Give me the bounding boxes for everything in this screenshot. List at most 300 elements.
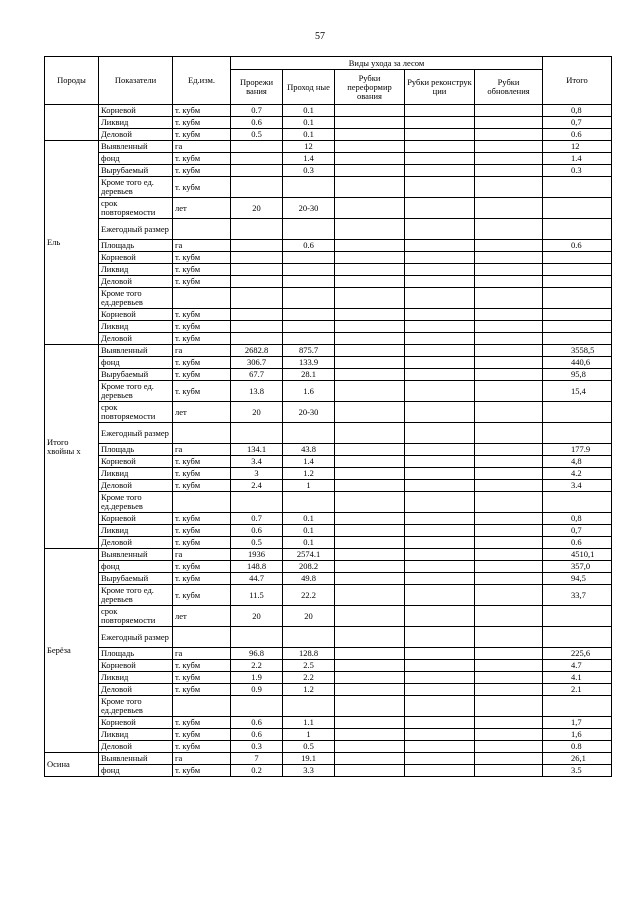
value-cell (335, 525, 405, 537)
value-cell (405, 537, 475, 549)
indicator-cell: Ликвид (99, 729, 173, 741)
table-row (45, 696, 612, 717)
value-cell (405, 402, 475, 423)
unit-cell: т. кубм (173, 741, 231, 753)
unit-cell: т. кубм (173, 264, 231, 276)
value-cell (335, 537, 405, 549)
value-cell (231, 177, 283, 198)
total-cell: 0.6 (543, 537, 612, 549)
unit-cell: т. кубм (173, 369, 231, 381)
value-cell (405, 648, 475, 660)
value-cell (405, 357, 475, 369)
unit-cell (173, 219, 231, 240)
value-cell (475, 177, 543, 198)
table-row (45, 573, 612, 585)
unit-cell: т. кубм (173, 573, 231, 585)
total-cell (543, 252, 612, 264)
total-cell: 3558,5 (543, 345, 612, 357)
total-cell: 0.8 (543, 741, 612, 753)
value-cell (335, 573, 405, 585)
indicator-cell: Выявленный (99, 141, 173, 153)
value-cell: 3 (231, 468, 283, 480)
value-cell: 1.2 (283, 684, 335, 696)
value-cell: 0.1 (283, 525, 335, 537)
value-cell (475, 573, 543, 585)
table-row (45, 117, 612, 129)
header-breed: Породы (45, 57, 99, 105)
total-cell: 0.6 (543, 240, 612, 252)
header-total: Итого (543, 57, 612, 105)
breed-cell (45, 105, 99, 141)
value-cell (335, 765, 405, 777)
value-cell: 875.7 (283, 345, 335, 357)
value-cell: 3.4 (231, 456, 283, 468)
table-row (45, 468, 612, 480)
total-cell: 4.2 (543, 468, 612, 480)
value-cell (335, 672, 405, 684)
value-cell (475, 105, 543, 117)
table-row (45, 240, 612, 252)
value-cell: 20-30 (283, 402, 335, 423)
value-cell (475, 321, 543, 333)
total-cell (543, 219, 612, 240)
value-cell (405, 153, 475, 165)
table-row (45, 549, 612, 561)
unit-cell: т. кубм (173, 177, 231, 198)
value-cell (335, 105, 405, 117)
value-cell: 0.1 (283, 117, 335, 129)
total-cell: 0.3 (543, 165, 612, 177)
value-cell (335, 468, 405, 480)
value-cell (475, 684, 543, 696)
indicator-cell: срок повторяемости (99, 402, 173, 423)
value-cell (231, 252, 283, 264)
value-cell: 2.4 (231, 480, 283, 492)
table-row (45, 264, 612, 276)
value-cell: 44.7 (231, 573, 283, 585)
value-cell: 1 (283, 480, 335, 492)
table-row (45, 129, 612, 141)
value-cell: 49.8 (283, 573, 335, 585)
unit-cell: т. кубм (173, 333, 231, 345)
value-cell (231, 423, 283, 444)
value-cell (405, 333, 475, 345)
table-row (45, 717, 612, 729)
indicator-cell: Деловой (99, 684, 173, 696)
value-cell: 0.2 (231, 765, 283, 777)
indicator-cell: Вырубаемый (99, 165, 173, 177)
unit-cell: т. кубм (173, 585, 231, 606)
indicator-cell: Корневой (99, 513, 173, 525)
total-cell: 4,8 (543, 456, 612, 468)
total-cell (543, 627, 612, 648)
indicator-cell: Деловой (99, 276, 173, 288)
table-row (45, 357, 612, 369)
value-cell (405, 672, 475, 684)
value-cell (231, 696, 283, 717)
value-cell: 1936 (231, 549, 283, 561)
table-row (45, 741, 612, 753)
header-sub-4: Рубки реконструк ции (405, 70, 475, 105)
unit-cell: лет (173, 402, 231, 423)
total-cell: 15,4 (543, 381, 612, 402)
value-cell (335, 321, 405, 333)
table-row (45, 165, 612, 177)
value-cell: 2.2 (231, 660, 283, 672)
value-cell (475, 492, 543, 513)
value-cell (283, 492, 335, 513)
unit-cell: га (173, 648, 231, 660)
table-row (45, 492, 612, 513)
breed-cell: Ель (45, 141, 99, 345)
indicator-cell: Ежегодный размер (99, 219, 173, 240)
value-cell (231, 627, 283, 648)
value-cell (405, 513, 475, 525)
value-cell (405, 240, 475, 252)
value-cell (283, 321, 335, 333)
total-cell: 0.6 (543, 129, 612, 141)
indicator-cell: Вырубаемый (99, 369, 173, 381)
header-sub-2: Проход ные (283, 70, 335, 105)
value-cell: 67.7 (231, 369, 283, 381)
value-cell: 28.1 (283, 369, 335, 381)
unit-cell (173, 423, 231, 444)
value-cell (475, 468, 543, 480)
table-row (45, 105, 612, 117)
value-cell (335, 492, 405, 513)
table-row (45, 537, 612, 549)
value-cell (405, 525, 475, 537)
value-cell (335, 423, 405, 444)
value-cell: 20 (283, 606, 335, 627)
value-cell: 0.6 (231, 717, 283, 729)
total-cell: 1.4 (543, 153, 612, 165)
unit-cell: т. кубм (173, 729, 231, 741)
value-cell (231, 333, 283, 345)
value-cell (231, 492, 283, 513)
table-row (45, 456, 612, 468)
indicator-cell: Деловой (99, 129, 173, 141)
table-row (45, 309, 612, 321)
value-cell (405, 381, 475, 402)
value-cell (335, 252, 405, 264)
table-row (45, 525, 612, 537)
table-row (45, 480, 612, 492)
value-cell (231, 141, 283, 153)
total-cell: 0,7 (543, 117, 612, 129)
total-cell: 357,0 (543, 561, 612, 573)
value-cell (405, 492, 475, 513)
value-cell: 1.6 (283, 381, 335, 402)
total-cell: 12 (543, 141, 612, 153)
value-cell (335, 381, 405, 402)
value-cell (475, 153, 543, 165)
value-cell: 148.8 (231, 561, 283, 573)
total-cell: 4.1 (543, 672, 612, 684)
value-cell: 0.5 (231, 129, 283, 141)
unit-cell: т. кубм (173, 129, 231, 141)
value-cell (475, 369, 543, 381)
value-cell: 1.4 (283, 456, 335, 468)
indicator-cell: Корневой (99, 717, 173, 729)
table-row (45, 513, 612, 525)
unit-cell: га (173, 549, 231, 561)
indicator-cell: Ликвид (99, 525, 173, 537)
value-cell: 128.8 (283, 648, 335, 660)
value-cell: 0.5 (283, 741, 335, 753)
value-cell: 3.3 (283, 765, 335, 777)
indicator-cell: Деловой (99, 741, 173, 753)
total-cell: 1,7 (543, 717, 612, 729)
table-row (45, 321, 612, 333)
unit-cell: т. кубм (173, 321, 231, 333)
indicator-cell: срок повторяемости (99, 606, 173, 627)
value-cell: 2.5 (283, 660, 335, 672)
unit-cell: т. кубм (173, 165, 231, 177)
indicator-cell: Деловой (99, 333, 173, 345)
value-cell (335, 513, 405, 525)
unit-cell: т. кубм (173, 717, 231, 729)
total-cell (543, 333, 612, 345)
value-cell (405, 561, 475, 573)
total-cell: 177.9 (543, 444, 612, 456)
header-indicator: Показатели (99, 57, 173, 105)
value-cell: 0.5 (231, 537, 283, 549)
unit-cell: т. кубм (173, 117, 231, 129)
value-cell (335, 345, 405, 357)
indicator-cell: Деловой (99, 480, 173, 492)
unit-cell (173, 696, 231, 717)
value-cell: 1 (283, 729, 335, 741)
indicator-cell: Выявленный (99, 345, 173, 357)
total-cell: 94,5 (543, 573, 612, 585)
value-cell: 96.8 (231, 648, 283, 660)
value-cell: 0.7 (231, 513, 283, 525)
indicator-cell: Ликвид (99, 321, 173, 333)
value-cell (335, 369, 405, 381)
value-cell: 1.4 (283, 153, 335, 165)
value-cell (475, 753, 543, 765)
value-cell: 1.2 (283, 468, 335, 480)
value-cell (475, 129, 543, 141)
value-cell: 2.2 (283, 672, 335, 684)
indicator-cell: Корневой (99, 660, 173, 672)
value-cell (283, 696, 335, 717)
value-cell (335, 333, 405, 345)
value-cell (335, 717, 405, 729)
value-cell: 306.7 (231, 357, 283, 369)
indicator-cell: Кроме того ед. деревьев (99, 585, 173, 606)
indicator-cell: Вырубаемый (99, 573, 173, 585)
table-row (45, 252, 612, 264)
value-cell (335, 585, 405, 606)
unit-cell: т. кубм (173, 381, 231, 402)
value-cell (405, 573, 475, 585)
table-row (45, 765, 612, 777)
indicator-cell: Площадь (99, 648, 173, 660)
unit-cell: т. кубм (173, 513, 231, 525)
total-cell (543, 264, 612, 276)
value-cell (475, 537, 543, 549)
total-cell: 440,6 (543, 357, 612, 369)
indicator-cell: Ликвид (99, 672, 173, 684)
value-cell (475, 141, 543, 153)
value-cell: 0.9 (231, 684, 283, 696)
value-cell: 133.9 (283, 357, 335, 369)
header-sub-5: Рубки обновления (475, 70, 543, 105)
value-cell (405, 117, 475, 129)
value-cell: 2682.8 (231, 345, 283, 357)
table-row (45, 627, 612, 648)
value-cell: 0.6 (231, 117, 283, 129)
value-cell: 12 (283, 141, 335, 153)
indicator-cell: Выявленный (99, 549, 173, 561)
value-cell (335, 456, 405, 468)
table-row (45, 660, 612, 672)
value-cell (231, 153, 283, 165)
table-row (45, 333, 612, 345)
total-cell: 4510,1 (543, 549, 612, 561)
indicator-cell: Кроме того ед. деревьев (99, 381, 173, 402)
total-cell: 4.7 (543, 660, 612, 672)
value-cell (283, 309, 335, 321)
value-cell (335, 696, 405, 717)
unit-cell: т. кубм (173, 309, 231, 321)
value-cell (475, 117, 543, 129)
indicator-cell: Ликвид (99, 264, 173, 276)
unit-cell: га (173, 753, 231, 765)
value-cell: 20 (231, 606, 283, 627)
value-cell (335, 606, 405, 627)
value-cell (335, 309, 405, 321)
value-cell: 19.1 (283, 753, 335, 765)
value-cell (405, 729, 475, 741)
value-cell (405, 456, 475, 468)
total-cell: 0,8 (543, 105, 612, 117)
unit-cell: т. кубм (173, 276, 231, 288)
indicator-cell: Площадь (99, 240, 173, 252)
value-cell (405, 345, 475, 357)
indicator-cell: фонд (99, 561, 173, 573)
total-cell: 225,6 (543, 648, 612, 660)
table-row (45, 369, 612, 381)
value-cell (335, 648, 405, 660)
value-cell (335, 153, 405, 165)
table-row (45, 276, 612, 288)
unit-cell: т. кубм (173, 153, 231, 165)
value-cell: 7 (231, 753, 283, 765)
value-cell (475, 345, 543, 357)
table-row (45, 444, 612, 456)
table-row (45, 648, 612, 660)
value-cell (231, 264, 283, 276)
table-row (45, 402, 612, 423)
indicator-cell: Кроме того ед.деревьев (99, 696, 173, 717)
unit-cell: т. кубм (173, 672, 231, 684)
value-cell: 13.8 (231, 381, 283, 402)
total-cell (543, 696, 612, 717)
value-cell: 43.8 (283, 444, 335, 456)
unit-cell (173, 492, 231, 513)
value-cell (475, 309, 543, 321)
value-cell: 11.5 (231, 585, 283, 606)
indicator-cell: Деловой (99, 537, 173, 549)
value-cell (405, 165, 475, 177)
value-cell (405, 549, 475, 561)
page-number: 57 (315, 31, 325, 42)
value-cell (335, 444, 405, 456)
value-cell (475, 765, 543, 777)
value-cell (405, 660, 475, 672)
indicator-cell: Кроме того ед.деревьев (99, 288, 173, 309)
value-cell: 0.6 (231, 729, 283, 741)
value-cell (335, 165, 405, 177)
value-cell: 0.6 (231, 525, 283, 537)
unit-cell: га (173, 444, 231, 456)
unit-cell: га (173, 345, 231, 357)
total-cell: 2.1 (543, 684, 612, 696)
unit-cell: га (173, 141, 231, 153)
value-cell (475, 729, 543, 741)
value-cell (475, 627, 543, 648)
value-cell: 0.3 (231, 741, 283, 753)
table-row (45, 684, 612, 696)
value-cell (475, 198, 543, 219)
value-cell (283, 177, 335, 198)
total-cell: 95,8 (543, 369, 612, 381)
value-cell (405, 219, 475, 240)
value-cell (283, 423, 335, 444)
value-cell (475, 606, 543, 627)
value-cell (283, 276, 335, 288)
unit-cell: т. кубм (173, 561, 231, 573)
unit-cell: т. кубм (173, 357, 231, 369)
unit-cell: т. кубм (173, 537, 231, 549)
value-cell (335, 627, 405, 648)
value-cell (405, 444, 475, 456)
unit-cell: т. кубм (173, 525, 231, 537)
value-cell (475, 480, 543, 492)
indicator-cell: фонд (99, 765, 173, 777)
value-cell (335, 219, 405, 240)
indicator-cell: Корневой (99, 252, 173, 264)
total-cell (543, 276, 612, 288)
value-cell (335, 753, 405, 765)
value-cell (335, 141, 405, 153)
unit-cell: т. кубм (173, 480, 231, 492)
value-cell (475, 252, 543, 264)
value-cell (405, 468, 475, 480)
value-cell: 0.6 (283, 240, 335, 252)
value-cell (335, 480, 405, 492)
value-cell (335, 240, 405, 252)
value-cell (475, 525, 543, 537)
table-row (45, 423, 612, 444)
value-cell (475, 513, 543, 525)
indicator-cell: Ликвид (99, 468, 173, 480)
value-cell (405, 276, 475, 288)
value-cell (405, 129, 475, 141)
value-cell (405, 741, 475, 753)
indicator-cell: Ежегодный размер (99, 423, 173, 444)
indicator-cell: срок повторяемости (99, 198, 173, 219)
value-cell (335, 561, 405, 573)
total-cell: 33,7 (543, 585, 612, 606)
total-cell (543, 492, 612, 513)
header-group-title: Виды ухода за лесом (231, 57, 543, 70)
value-cell (475, 288, 543, 309)
value-cell (405, 585, 475, 606)
